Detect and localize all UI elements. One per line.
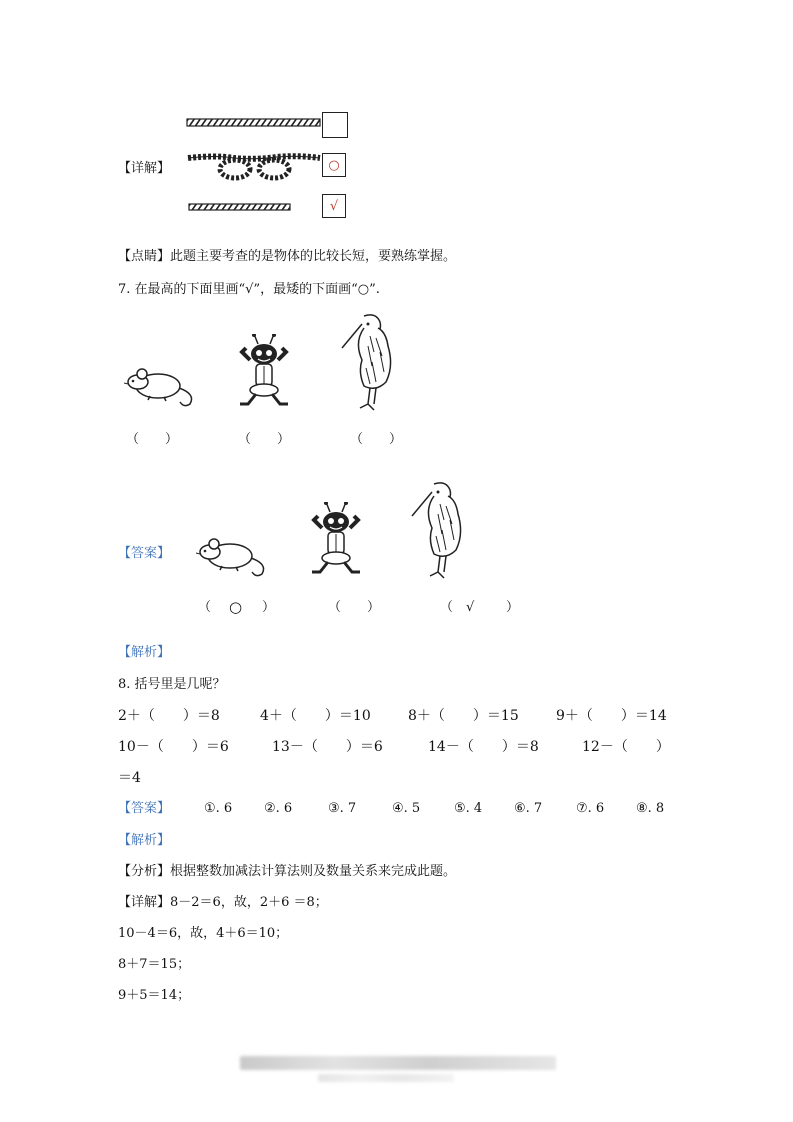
- answer-box-2: [322, 153, 346, 177]
- q8-answer-7: ⑦. 6: [576, 801, 605, 816]
- answer-box-3: [322, 194, 346, 218]
- rope-icon: [186, 152, 322, 182]
- tip-text: 【点睛】此题主要考查的是物体的比较长短，要熟练掌握。: [118, 249, 457, 264]
- q7-answer-label: 【答案】: [118, 546, 171, 561]
- q7-title: 7. 在最高的下面里画“√”，最矮的下面画“○”.: [118, 282, 380, 297]
- q8-analysis-text: 【分析】根据整数加减法计算法则及数量关系来完成此题。: [118, 864, 457, 879]
- q7-answer-mark-1: ○: [229, 598, 243, 616]
- q8-detail-line-2: 10－4＝6，故，4＋6＝10；: [118, 926, 289, 941]
- q7-answer-close-3: ）: [506, 600, 520, 615]
- q8-answer-2: ②. 6: [264, 801, 293, 816]
- q8-eq-8: 12－（ ）: [582, 739, 670, 755]
- q8-analysis-label: 【解析】: [118, 833, 171, 848]
- q8-answer-3: ③. 7: [328, 801, 357, 816]
- mouse-icon: [124, 364, 198, 408]
- bird-icon: [410, 480, 466, 582]
- q7-blank-1: （ ）: [126, 432, 179, 447]
- answer-mark: ○: [328, 157, 340, 173]
- q8-eq-8-cont: ＝4: [118, 770, 141, 786]
- q7-analysis-label: 【解析】: [118, 645, 171, 660]
- q8-eq-6: 13－（ ）＝6: [272, 739, 383, 755]
- q7-answer-open-1: （: [198, 600, 212, 615]
- q8-answer-4: ④. 5: [392, 801, 421, 816]
- footer-watermark-sub: [318, 1074, 454, 1082]
- q8-detail-line-1: 【详解】8－2＝6，故，2＋6 ＝8；: [118, 895, 328, 910]
- detail-label: 【详解】: [118, 161, 171, 176]
- q8-eq-4: 9＋（ ）＝14: [556, 708, 667, 724]
- q8-eq-1: 2＋（ ）＝8: [118, 708, 220, 724]
- q7-answer-close-1: ）: [262, 600, 276, 615]
- footer-watermark: [240, 1056, 556, 1070]
- q7-answer-mark-3: √: [466, 600, 475, 615]
- q8-eq-5: 10－（ ）＝6: [118, 739, 229, 755]
- q7-answer-blank-2: （ ）: [328, 600, 381, 615]
- q8-title: 8. 括号里是几呢？: [118, 677, 226, 692]
- q8-eq-3: 8＋（ ）＝15: [408, 708, 519, 724]
- q7-answer-open-3: （: [440, 600, 454, 615]
- ant-icon: [236, 334, 294, 410]
- q7-blank-3: （ ）: [350, 432, 403, 447]
- q8-detail-line-3: 8＋7＝15；: [118, 957, 191, 972]
- rope-icon: [186, 118, 322, 128]
- q8-eq-2: 4＋（ ）＝10: [260, 708, 371, 724]
- q8-eq-7: 14－（ ）＝8: [428, 739, 539, 755]
- ant-icon: [308, 502, 366, 578]
- q8-answer-5: ⑤. 4: [454, 801, 483, 816]
- q8-answer-label: 【答案】: [118, 801, 171, 816]
- q8-detail-line-4: 9＋5＝14；: [118, 988, 191, 1003]
- mouse-icon: [196, 534, 270, 578]
- q8-answer-8: ⑧. 8: [636, 801, 665, 816]
- q8-answer-6: ⑥. 7: [514, 801, 543, 816]
- answer-mark: √: [329, 198, 339, 214]
- bird-icon: [340, 312, 396, 414]
- rope-icon: [188, 203, 292, 213]
- q8-answer-1: ①. 6: [204, 801, 233, 816]
- answer-box-1: [322, 112, 348, 138]
- q7-blank-2: （ ）: [238, 432, 291, 447]
